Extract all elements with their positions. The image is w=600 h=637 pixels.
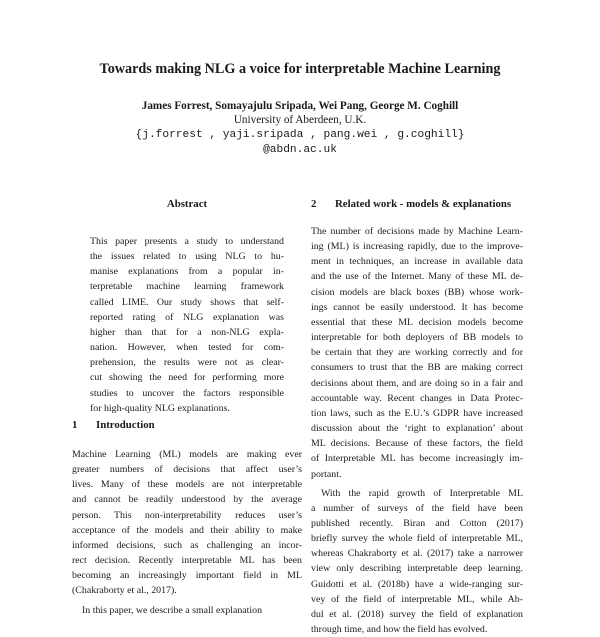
body-line: With the rapid growth of Interpretable ML (321, 487, 523, 499)
emails-line-2: @abdn.ac.uk (263, 144, 337, 156)
abstract-line: studies to uncover the factors responsible (90, 387, 284, 399)
body-line: greater numbers of decisions that affect user’s (72, 464, 302, 476)
body-line: vey of the field of interpretable ML, while Ab- (311, 593, 523, 605)
abstract-heading: Abstract (166, 198, 208, 210)
body-line: be certain that they are working correctly and for (311, 347, 523, 359)
body-line: (Chakraborty et al., 2017). (72, 585, 177, 597)
body-line: ment in techniques, an increase in available data (311, 256, 523, 268)
related-work-body (311, 224, 523, 637)
body-line: dul et al. (2018) survey the field of explanation (311, 608, 523, 620)
body-line: ML decisions. Because of these factors, the field (311, 438, 523, 450)
abstract-line: higher than that for a non-NLG expla- (90, 326, 284, 338)
abstract-line: the issues related to using NLG to hu- (90, 251, 284, 263)
emails-line-1: {j.forrest , yaji.sripada , pang.wei , g.coghill} (135, 129, 465, 141)
body-line: becoming an increasingly important field in ML (72, 570, 302, 582)
body-line: whereas Chakraborty et al. (2017) take a narrower (311, 548, 523, 560)
body-line: ings cannot be easily understood. It has become (311, 301, 523, 313)
body-line: a number of surveys of the field have been (311, 502, 523, 514)
body-line: In this paper, we describe a small explanation (82, 604, 263, 616)
abstract-line: cut showing the need for performing more (90, 372, 284, 384)
body-line: ing (ML) is increasing rapidly, due to the improve- (311, 241, 523, 253)
body-line: view only describing interpretable deep learning. (311, 563, 523, 575)
paper-emails (0, 128, 600, 158)
body-line: interpretable for both deployers of BB models to (311, 332, 523, 344)
body-line: accountable way. Recent changes in Data Protec- (311, 392, 523, 404)
body-line: of Interpretable ML has become increasingly im- (311, 453, 523, 465)
body-line: and cannot be readily understood by the average (72, 494, 302, 506)
body-line: cision models are black boxes (BB) whose work- (311, 286, 523, 298)
abstract-line: prehension, the results were not as clear- (90, 357, 284, 369)
body-line: consumers to trust that the BB are making correct (311, 362, 523, 374)
abstract-line: manise explanations from a popular in- (90, 266, 284, 278)
abstract-line: reported rating of NLG explanation was (90, 311, 284, 323)
section-heading-introduction (72, 419, 155, 431)
body-line: acceptance of the models and their ability to make (72, 524, 302, 536)
paper-title: Towards making NLG a voice for interpretable Machine Learning (99, 61, 501, 77)
paper-affiliation: University of Aberdeen, U.K. (233, 114, 367, 126)
body-line: Machine Learning (ML) models are making ever (72, 449, 302, 460)
body-line: rect decision. Recently interpretable ML has been (72, 555, 302, 567)
paper-authors: James Forrest, Somayajulu Sripada, Wei Pang, George M. Coghill (141, 100, 459, 112)
section-title: Introduction (96, 419, 155, 431)
body-line: person. This non-interpretability reduces user’s (72, 509, 302, 521)
section-number: 2 (311, 198, 317, 210)
abstract-line: terpretable machine learning framework (90, 281, 284, 293)
body-line: Guidotti et al. (2018b) have a wide-ranging sur- (311, 578, 523, 590)
section-title: Related work - models & explanations (335, 198, 512, 210)
body-line: informed decisions, such as challenging an incor- (72, 539, 302, 551)
body-line: briefly survey the whole field of interpretable ML, (311, 533, 523, 545)
body-line: essential that these ML decision models become (311, 316, 523, 328)
abstract-line: This paper presents a study to understand (90, 236, 284, 247)
body-line: through time, and how the field has evolved. (311, 624, 488, 636)
section-number: 1 (72, 419, 78, 431)
body-line: portant. (311, 468, 342, 480)
abstract-line: called LIME. Our study shows that self- (90, 296, 284, 308)
body-line: and the use of the Internet. Many of these ML de- (311, 271, 523, 283)
body-line: decisions about them, and are doing so in a fair and (311, 377, 523, 389)
body-line: published recently. Biran and Cotton (2017) (311, 517, 523, 529)
section-heading-related-work (311, 198, 511, 210)
body-line: discussion about the ‘right to explanation’ about (311, 423, 523, 435)
abstract-line: for high-quality NLG explanations. (90, 402, 230, 414)
body-line: lives. Many of these models are not interpretable (72, 479, 302, 491)
body-line: The number of decisions made by Machine Learn- (311, 226, 523, 237)
abstract-body (90, 234, 284, 416)
body-line: tion laws, such as the E.U.’s GDPR have increased (311, 407, 523, 419)
abstract-line: nation. However, when tested for com- (90, 342, 284, 354)
introduction-body (72, 447, 302, 618)
